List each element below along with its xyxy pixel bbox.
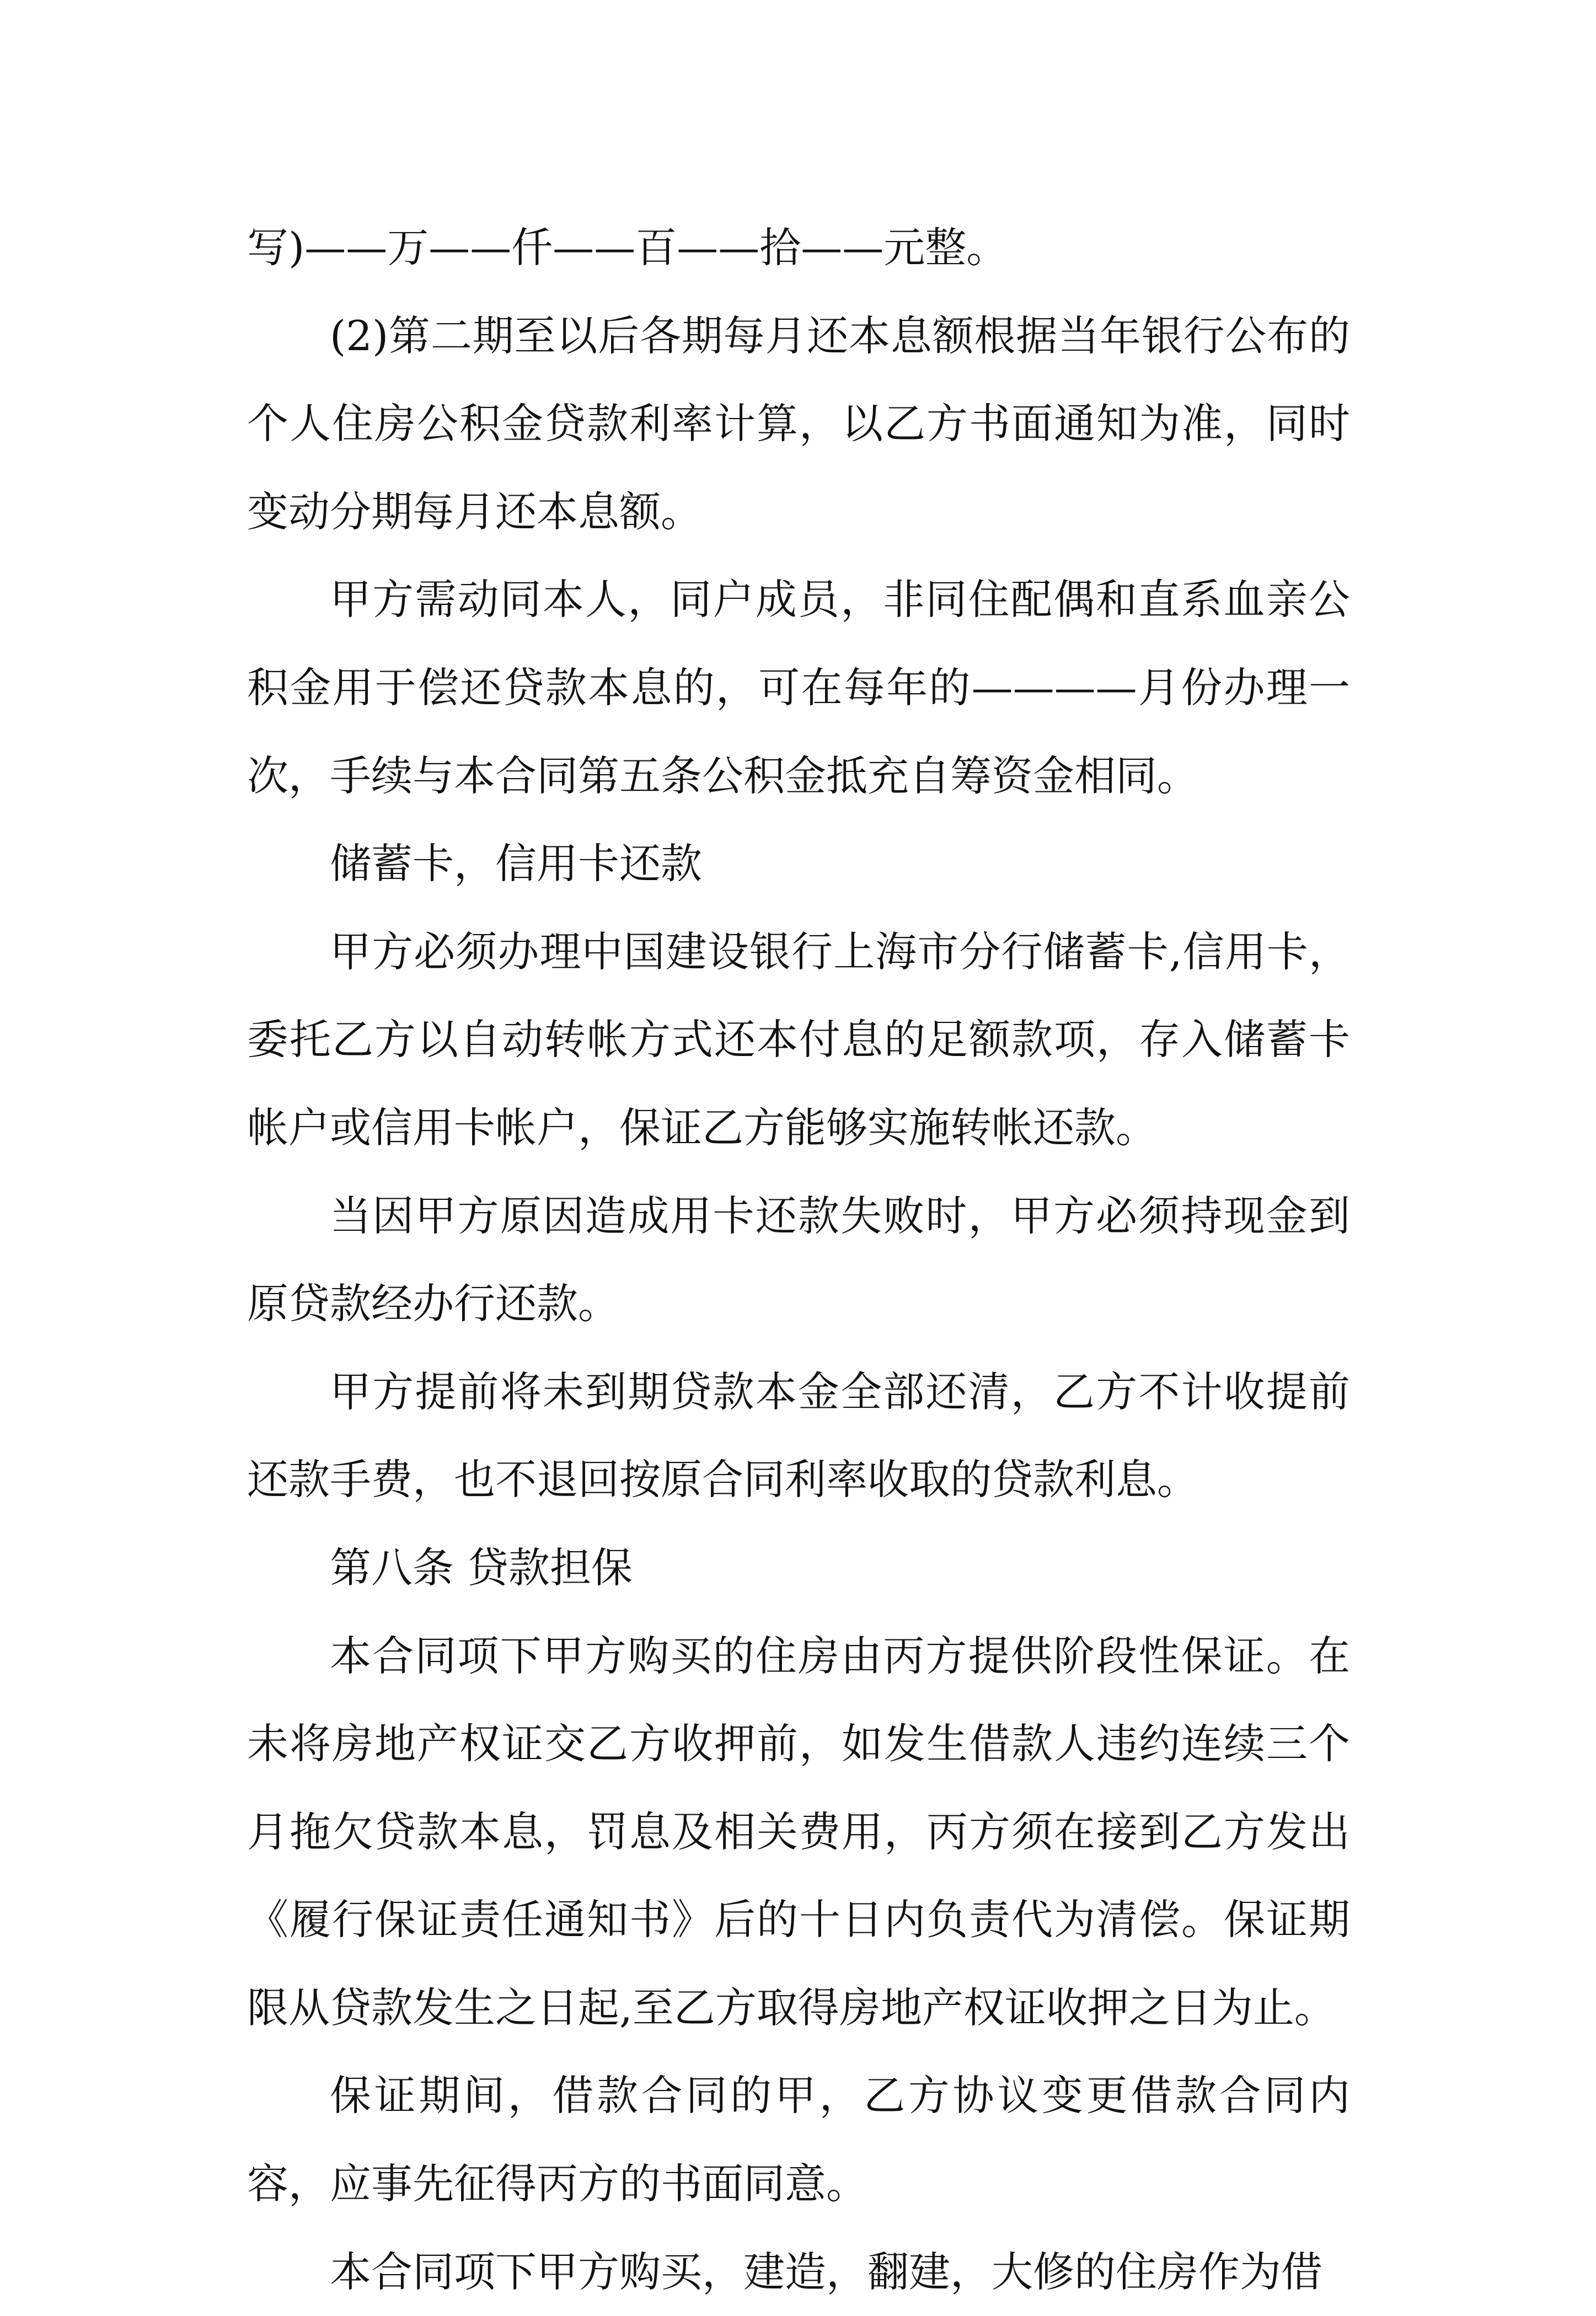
- paragraph-monthly-repayment: (2)第二期至以后各期每月还本息额根据当年银行公布的个人住房公积金贷款利率计算，以乙方书面通知为准，同时变动分期每月还本息额。: [247, 311, 1350, 536]
- document-body: [247, 204, 1350, 2316]
- paragraph-guarantee-change: 保证期间，借款合同的甲，乙方协议变更借款合同内容，应事先征得丙方的书面同意。: [247, 2071, 1350, 2208]
- paragraph-repayment-failure: 当因甲方原因造成用卡还款失败时，甲方必须持现金到原贷款经办行还款。: [247, 1191, 1350, 1328]
- paragraph-card-transfer: 甲方必须办理中国建设银行上海市分行储蓄卡,信用卡，委托乙方以自动转帐方式还本付息的足额款项，存入储蓄卡帐户或信用卡帐户，保证乙方能够实施转帐还款。: [247, 927, 1350, 1152]
- paragraph-continuation: 写)——万——仟——百——拾——元整。: [247, 223, 1008, 272]
- paragraph-guarantee: 本合同项下甲方购买的住房由丙方提供阶段性保证。在未将房地产权证交乙方收押前，如发生借款人违约连续三个月拖欠贷款本息，罚息及相关费用，丙方须在接到乙方发出《履行保证责任通知书》后的十日内负责代为清偿。保证期限从贷款发生之日起,至乙方取得房地产权证收押之日为止。: [247, 1631, 1350, 2032]
- paragraph-provident-fund: 甲方需动同本人，同户成员，非同住配偶和直系血亲公积金用于偿还贷款本息的，可在每年的————月份办理一次，手续与本合同第五条公积金抵充自筹资金相同。: [247, 575, 1350, 800]
- paragraph-collateral: 本合同项下甲方购买，建造，翻建，大修的住房作为借: [330, 2247, 1323, 2296]
- paragraph-early-repayment: 甲方提前将未到期贷款本金全部还清，乙方不计收提前还款手费，也不退回按原合同利率收取的贷款利息。: [247, 1367, 1350, 1504]
- section-heading-card-repayment: 储蓄卡，信用卡还款: [330, 839, 703, 888]
- section-heading-article-8: 第八条 贷款担保: [330, 1543, 633, 1592]
